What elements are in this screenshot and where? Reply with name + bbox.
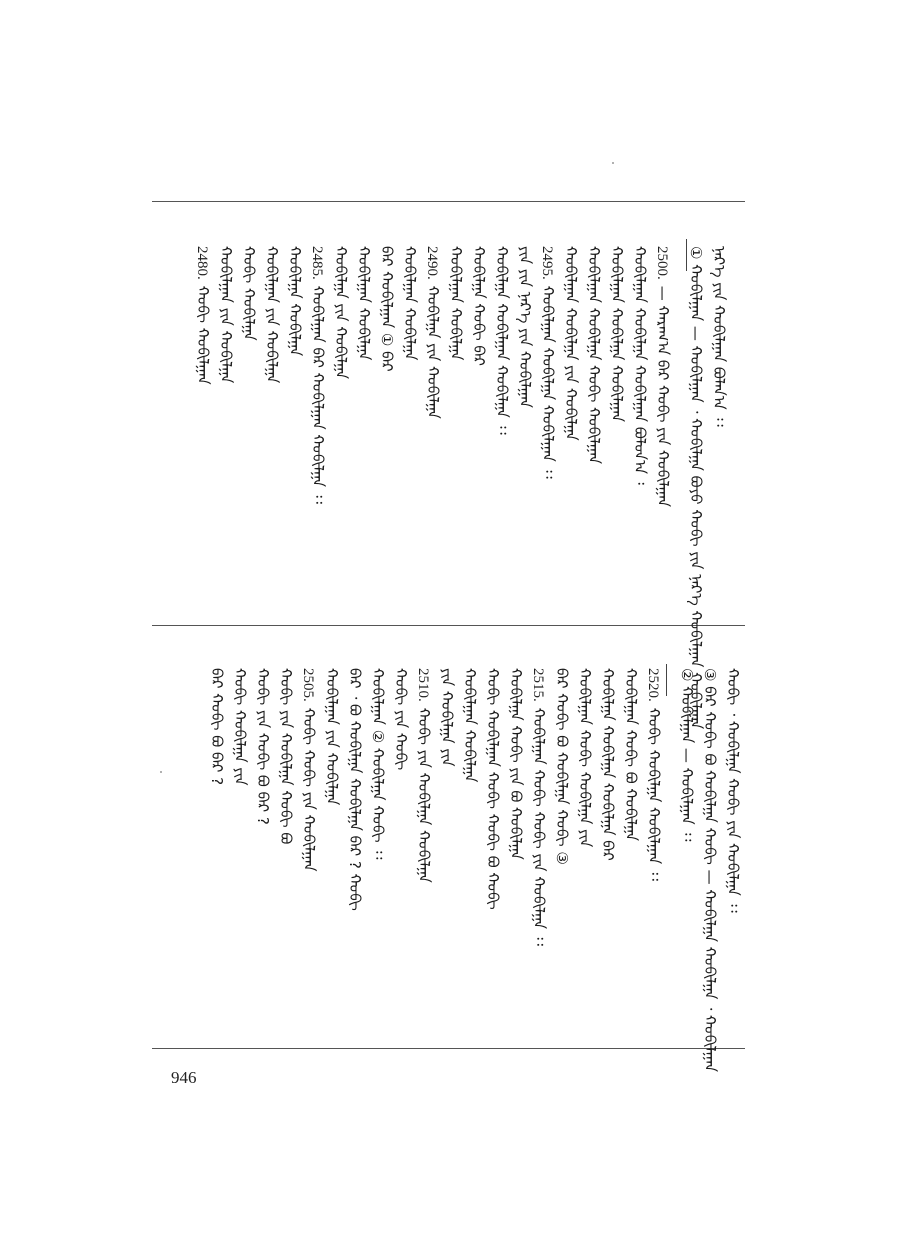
verse-text: ᠬᠤᠪᠢᠯᠭᠠᠨ ᠬᠤᠪᠢᠯᠭᠠ bbox=[401, 246, 419, 361]
verse-text: ᠬᠤᠪᠢ ᠬᠤᠪᠢᠯᠭᠠᠨ ᠬᠤᠪᠢ ᠬᠤᠪᠢ ᠪᠤ ᠬᠤᠪᠢ bbox=[484, 668, 502, 910]
verse-text: ᠬᠤᠪᠢᠯᠭᠠᠨ ᠬᠤᠪᠢᠯᠭᠠ ᠬᠤᠪᠢᠯᠭᠠᠨ ᠄᠄ bbox=[539, 285, 557, 479]
top-rule bbox=[152, 201, 745, 202]
line-number: 2520. bbox=[645, 668, 661, 702]
verse-text: ᠬᠤᠪᠢᠯᠭᠠᠨ ᠬᠤᠪᠢᠯᠭᠠ ᠶᠢᠨ ᠬᠤᠪᠢᠯᠭᠠ bbox=[562, 246, 580, 441]
stray-dot bbox=[612, 162, 614, 164]
verse-text: — ᠬᠠᠷᠠᠭ᠎ᠠ ᠪᠠᠷ ᠬᠤᠪᠢ ᠶᠢᠨ ᠬᠤᠪᠢᠯᠭᠠᠨ bbox=[654, 285, 672, 507]
footnote-text: ③ ᠪᠠᠷ ᠬᠤᠪᠢ ᠪᠤ ᠬᠤᠪᠢᠯᠭᠠ ᠬᠤᠪᠢ — ᠬᠤᠪᠢᠯᠭᠠ ᠬᠤᠪᠢᠯᠭᠠ ᠂ ᠬᠤᠪᠢᠯᠭᠠᠨ bbox=[701, 668, 719, 1072]
verse-text: ᠬᠤᠪᠢᠯᠭᠠᠨ ᠬᠤᠪᠢᠯᠭᠠ bbox=[355, 246, 373, 361]
footnote-text: ᠨᠡᠷ᠎ᠡ ᠶᠢᠨ ᠬᠤᠪᠢᠯᠭᠠᠨ ᠪᠣᠯᠠᠨ᠎ᠠ ᠄᠄ bbox=[710, 246, 728, 427]
line-number: 2510. bbox=[415, 668, 431, 702]
footnote-text: ᠬᠤᠪᠢ ᠂ ᠬᠤᠪᠢᠯᠭᠠ ᠬᠤᠪᠢ ᠶᠢᠨ ᠬᠤᠪᠢᠯᠭᠠ ᠄᠄ bbox=[724, 668, 742, 913]
stray-dot bbox=[160, 771, 162, 773]
verse-text: ᠬᠤᠪᠢ ᠬᠤᠪᠢᠯᠭᠠ ᠶᠢᠨ bbox=[231, 668, 249, 786]
verse-text: ᠬᠤᠪᠢᠯᠭᠠᠨ ᠬᠤᠪᠢᠯᠭᠠ ᠬᠤᠪᠢᠯᠭᠠᠨ ᠪᠣᠯᠤᠨ᠎ᠠ ᠄ bbox=[631, 246, 649, 485]
line-number: 2490. bbox=[424, 246, 440, 280]
page-number: 946 bbox=[171, 1068, 197, 1087]
line-number: 2495. bbox=[539, 246, 555, 280]
line-number: 2505. bbox=[300, 668, 316, 702]
bottom-rule bbox=[152, 1048, 745, 1049]
verse-text: ᠬᠤᠪᠢ ᠬᠤᠪᠢᠯᠭᠠᠨ bbox=[194, 285, 212, 385]
verse-text: ᠬᠤᠪᠢ ᠬᠤᠪᠢᠯᠭᠠ bbox=[240, 246, 258, 341]
verse-text: ᠶᠢᠨ ᠶᠢᠨ ᠨᠡᠷ᠎ᠡ ᠶᠢᠨ ᠬᠤᠪᠢᠯᠭᠠᠨ bbox=[516, 246, 534, 408]
verse-text: ᠬᠤᠪᠢ ᠶᠢᠨ ᠬᠤᠪᠢᠯᠭᠠ ᠬᠤᠪᠢᠯᠭᠠ bbox=[415, 707, 433, 883]
verse-text: ᠬᠤᠪᠢᠯᠭᠠᠨ ᠬᠤᠪᠢᠯᠭᠠ bbox=[447, 246, 465, 361]
verse-text: ᠬᠤᠪᠢᠯᠭᠠ ᠬᠤᠪᠢ ᠶᠢᠨ ᠪᠤ ᠬᠤᠪᠢᠯᠭᠠ bbox=[507, 668, 525, 860]
footnote-text: ① ᠬᠤᠪᠢᠯᠭᠠᠨ — ᠬᠤᠪᠢᠯᠭᠠᠨ ᠂ ᠬᠤᠪᠢᠯᠭᠠ ᠪᠤᠶᠤ ᠬᠤᠪᠢ ᠶᠢᠨ ᠨᠡᠷ᠎ᠡ ᠬᠤᠪᠢᠯᠭᠠᠨ ᠬᠤᠪᠢᠯᠭᠠᠨ bbox=[687, 246, 705, 730]
verse-text: ᠬᠤᠪᠢᠯᠭᠠᠨ ᠬᠤᠪᠢ ᠪᠤ ᠬᠤᠪᠢᠯᠭᠠ bbox=[622, 668, 640, 842]
verse-text: ᠬᠤᠪᠢ ᠬᠤᠪᠢ ᠶᠢᠨ ᠬᠤᠪᠢᠯᠭᠠᠨ bbox=[300, 707, 318, 872]
verse-text: ᠬᠤᠪᠢᠯᠭᠠᠨ ᠬᠤᠪᠢᠯᠭᠠ bbox=[461, 668, 479, 783]
footnote-text: ② ᠬᠤᠪᠢᠯᠭᠠᠨ — ᠬᠤᠪᠢᠯᠭᠠᠨ ᠄᠄ bbox=[678, 668, 696, 842]
footnote-separator bbox=[666, 664, 667, 696]
verse-text: ᠪᠠᠷ ᠬᠤᠪᠢ ᠪᠤ ᠬᠤᠪᠢᠯᠭᠠ ᠬᠤᠪᠢ ③ bbox=[553, 668, 571, 865]
verse-text: ᠬᠤᠪᠢᠯᠭᠠ ᠬᠤᠪᠢᠯᠭᠠᠨ ᠬᠤᠪᠢᠯᠭᠠ ᠄᠄ bbox=[493, 246, 511, 435]
line-number: 2515. bbox=[530, 668, 546, 702]
verse-text: ᠬᠤᠪᠢᠯᠭᠠᠨ ᠬᠤᠪᠢᠯᠭᠠ ᠬᠤᠪᠢᠯᠭᠠᠨ bbox=[608, 246, 626, 423]
verse-text: ᠬᠤᠪᠢᠯᠭᠠᠨ ᠬᠤᠪᠢᠯᠭᠠ ᠬᠤᠪᠢ ᠬᠤᠪᠢᠯᠭᠠᠨ bbox=[585, 246, 603, 465]
verse-text: ᠬᠤᠪᠢ ᠶᠢᠨ ᠬᠤᠪᠢ ᠪᠤ ᠪᠠᠷ ? bbox=[254, 668, 272, 825]
footnote-separator bbox=[686, 239, 687, 271]
verse-text: ᠬᠤᠪᠢᠯᠭᠠᠨ ② ᠬᠤᠪᠢᠯᠭᠠ ᠬᠤᠪᠢ ᠄᠄ bbox=[369, 668, 387, 860]
verse-text: ᠪᠠᠷ ᠂ ᠪᠤ ᠬᠤᠪᠢᠯᠭᠠ ᠬᠤᠪᠢᠯᠭᠠ ᠪᠠᠷ ? ᠬᠤᠪᠢ bbox=[346, 668, 364, 911]
verse-text: ᠬᠤᠪᠢᠯᠭᠠᠨ ᠪᠡᠷ ᠬᠤᠪᠢᠯᠭᠠᠨ ᠬᠤᠪᠢᠯᠭᠠ ᠄᠄ bbox=[309, 285, 327, 504]
verse-text: ᠬᠤᠪᠢᠯᠭᠠᠨ ᠬᠤᠪᠢ ᠬᠤᠪᠢᠯᠭᠠ ᠶᠢᠨ bbox=[576, 668, 594, 848]
verse-text: ᠬᠤᠪᠢᠯᠭᠠ ᠬᠤᠪᠢᠯᠭᠠ bbox=[286, 246, 304, 357]
verse-text: ᠬᠤᠪᠢᠯᠭᠠ ᠬᠤᠪᠢ ᠪᠠᠷ bbox=[470, 246, 488, 366]
line-number: 2500. bbox=[654, 246, 670, 280]
verse-text: ᠬᠤᠪᠢᠯᠭᠠᠨ ᠶᠢᠨ ᠬᠤᠪᠢᠯᠭᠠ bbox=[217, 246, 235, 384]
verse-text: ᠬᠤᠪᠢᠯᠭᠠ ᠶᠢᠨ ᠬᠤᠪᠢᠯᠭᠠ bbox=[332, 246, 350, 380]
verse-text: ᠬᠤᠪᠢᠯᠭᠠᠨ ᠶᠢᠨ ᠬᠤᠪᠢᠯᠭᠠ bbox=[323, 668, 341, 806]
verse-text: ᠬᠤᠪᠢ ᠶᠢᠨ ᠬᠤᠪᠢᠯᠭᠠ ᠬᠤᠪᠢ ᠪᠤ bbox=[277, 668, 295, 845]
verse-text: ᠬᠤᠪᠢ ᠬᠤᠪᠢᠯᠭᠠ ᠬᠤᠪᠢᠯᠭᠠᠨ ᠄᠄ bbox=[645, 707, 663, 881]
verse-text: ᠪᠠᠷ ᠬᠤᠪᠢ ᠪᠤ ᠪᠠᠷ ? bbox=[208, 668, 226, 786]
verse-text: ᠬᠤᠪᠢᠯᠭᠠᠨ ᠶᠢᠨ ᠬᠤᠪᠢᠯᠭᠠ bbox=[263, 246, 281, 384]
line-number: 2485. bbox=[309, 246, 325, 280]
verse-text: ᠶᠢᠨ ᠬᠤᠪᠢᠯᠭᠠ ᠶᠢᠨ bbox=[438, 668, 456, 767]
verse-text: ᠬᠤᠪᠢᠯᠭᠠ ᠬᠤᠪᠢᠯᠭᠠ ᠬᠤᠪᠢᠯᠭᠠ ᠪᠠᠷ bbox=[599, 668, 617, 861]
line-number: 2480. bbox=[194, 246, 210, 280]
verse-text: ᠪᠠᠷ ᠬᠤᠪᠢᠯᠭᠠᠨ ① ᠪᠠᠷ bbox=[378, 246, 396, 372]
verse-text: ᠬᠤᠪᠢ ᠶᠢᠨ ᠬᠤᠪᠢ bbox=[392, 668, 410, 771]
verse-text: ᠬᠤᠪᠢᠯᠭᠠᠨ ᠬᠤᠪᠢ ᠬᠤᠪᠢ ᠶᠢᠨ ᠬᠤᠪᠢᠯᠭᠠ ᠄᠄ bbox=[530, 707, 548, 946]
verse-text: ᠬᠤᠪᠢᠯᠭᠠ ᠶᠢᠨ ᠬᠤᠪᠢᠯᠭᠠ bbox=[424, 285, 442, 419]
middle-rule bbox=[152, 625, 745, 626]
